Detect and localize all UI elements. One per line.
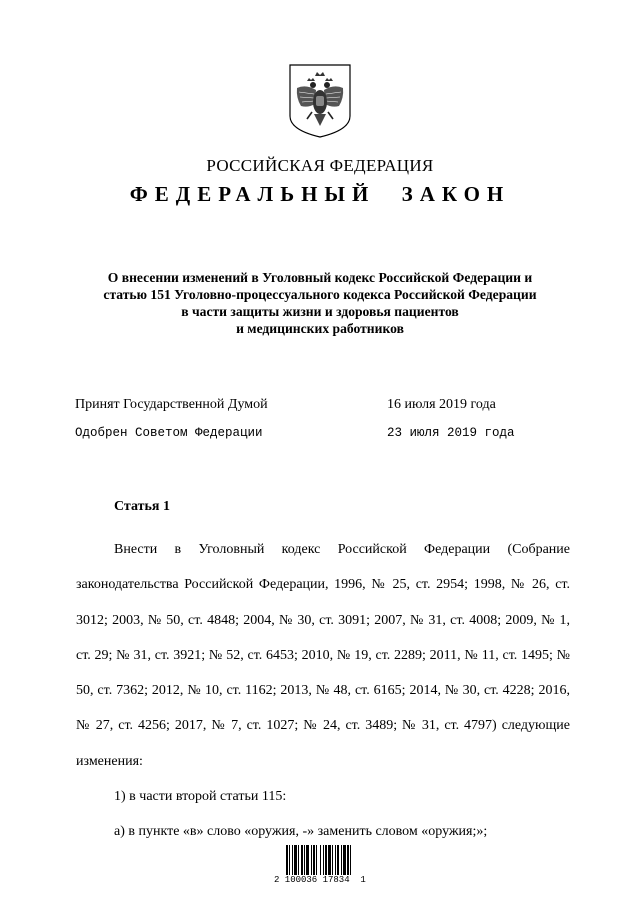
barcode-bar	[350, 845, 351, 875]
duma-adoption-row	[75, 397, 575, 413]
barcode-bar	[347, 845, 349, 875]
barcode-bar	[325, 845, 327, 875]
barcode-bar	[292, 845, 293, 875]
barcode-bar	[304, 845, 305, 875]
barcode-icon	[286, 845, 378, 875]
article-body	[76, 532, 570, 850]
barcode-bar	[301, 845, 303, 875]
barcode-bar	[316, 845, 317, 875]
barcode-bar	[306, 845, 309, 875]
law-title	[60, 269, 580, 337]
barcode-bar	[337, 845, 339, 875]
coat-of-arms-emblem	[288, 64, 352, 138]
barcode	[286, 845, 378, 875]
duma-adoption-label: Принят Государственной Думой	[75, 397, 268, 412]
barcode-bar	[313, 845, 315, 875]
law-title-line: и медицинских работников	[236, 321, 404, 336]
council-approval-row	[75, 426, 575, 440]
article-title: Статья 1	[114, 499, 170, 514]
barcode-bar	[323, 845, 324, 875]
barcode-bar	[294, 845, 297, 875]
law-title-line: в части защиты жизни и здоровья пациентов	[181, 304, 459, 319]
barcode-bar	[289, 845, 290, 875]
council-approval-date: 23 июля 2019 года	[387, 426, 515, 440]
barcode-bar	[328, 845, 331, 875]
barcode-bar	[320, 845, 321, 875]
barcode-number: 2 100036 17834 1	[274, 875, 366, 885]
law-title-line: О внесении изменений в Уголовный кодекс Российской Федерации и	[107, 270, 533, 285]
barcode-bar	[298, 845, 299, 875]
article-paragraph: Внести в Уголовный кодекс Российской Федерации (Собрание законодательства Российской Федерации, 1996, № 25, ст. 2954; 1998, № 26, ст. 3012; 2003, № 50, ст. 4848; 2004, № 30, ст. 3091; 2007, № 31, ст. 4008; 2009, № 1, ст. 29; № 31, ст. 3921; № 52, ст. 6453; 2010, № 19, ст. 2289; 2011, № 11, ст. 1495; № 50, ст. 7362; 2012, № 10, ст. 1162; 2013, № 48, ст. 6165; 2014, № 30, ст. 4228; 2016, № 27, ст. 4256; 2017, № 7, ст. 1027; № 24, ст. 3489; № 31, ст. 4797) следующие изменения:	[76, 542, 570, 769]
country-name: РОССИЙСКАЯ ФЕДЕРАЦИЯ	[206, 156, 434, 175]
duma-adoption-date: 16 июля 2019 года	[387, 397, 496, 412]
barcode-bar	[332, 845, 333, 875]
law-title-line: статью 151 Уголовно-процессуального кодекса Российской Федерации	[103, 287, 537, 302]
document-type: ФЕДЕРАЛЬНЫЙ ЗАКОН	[129, 182, 511, 206]
barcode-bar	[341, 845, 342, 875]
barcode-bar	[311, 845, 312, 875]
council-approval-label: Одобрен Советом Федерации	[75, 426, 263, 440]
russian-coat-of-arms-icon	[288, 64, 352, 138]
barcode-bar	[343, 845, 346, 875]
list-item: а) в пункте «в» слово «оружия, -» заменить словом «оружия;»;	[114, 824, 488, 840]
barcode-bar	[286, 845, 288, 875]
barcode-bar	[335, 845, 336, 875]
list-item: 1) в части второй статьи 115:	[114, 789, 287, 805]
